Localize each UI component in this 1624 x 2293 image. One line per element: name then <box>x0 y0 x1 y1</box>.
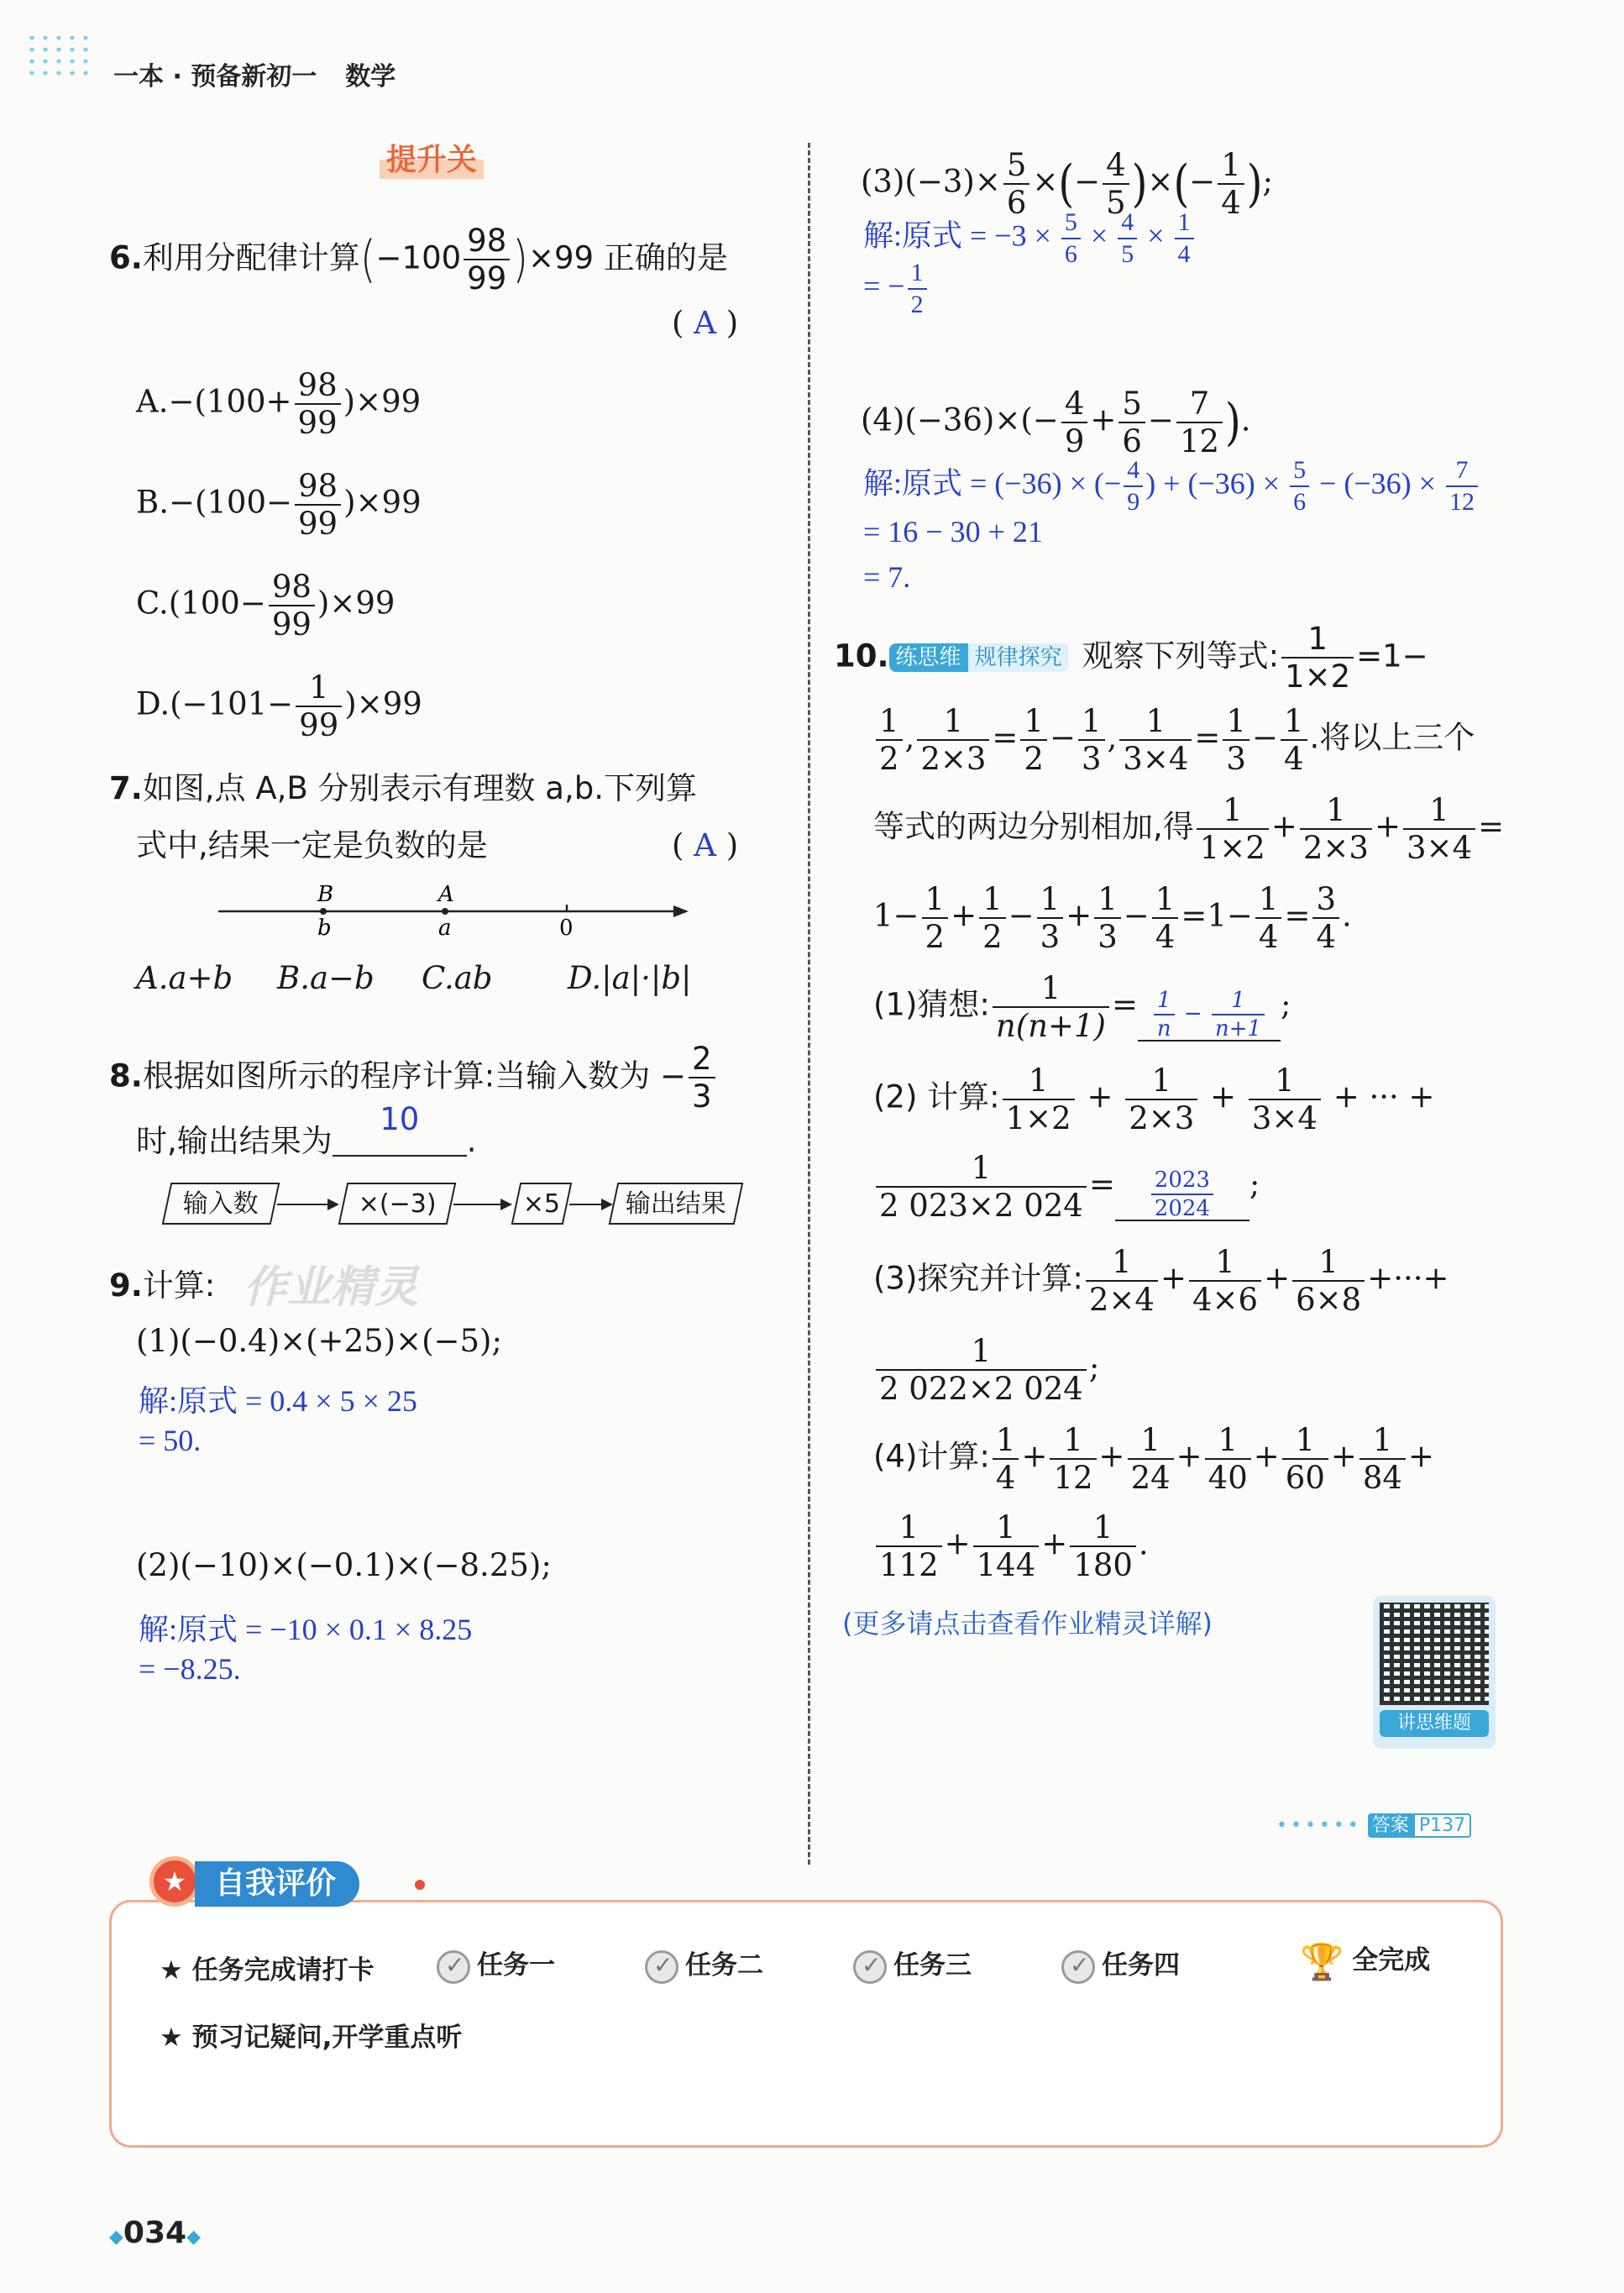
point-a-label: A <box>438 882 454 907</box>
q7-option-b: B.a−b <box>277 960 375 996</box>
question-6: 6.利用分配律计算(−100 $\frac{98}{99}$ )×99 正确的是 <box>109 223 728 296</box>
qr-label: 讲思维题 <box>1380 1710 1489 1737</box>
q9-2-problem: (2)(−10)×(−0.1)×(−8.25); <box>136 1547 552 1583</box>
question-7-line2: 式中,结果一定是负数的是 <box>136 827 488 863</box>
q7-option-d: D.|a|·|b| <box>568 960 692 996</box>
task-2-checkbox[interactable]: ✓ 任务二 <box>645 1944 763 1984</box>
self-eval-title-dot <box>415 1880 425 1890</box>
flow-output: 输出结果 <box>609 1183 744 1225</box>
more-solutions-note[interactable]: (更多请点击查看作业精灵详解) <box>842 1608 1213 1640</box>
q10-part4: (4)计算: $\frac{1}{4}$ + $\frac{1}{12}$ + $\frac{1}{24}$ + $\frac{1}{40}$ + $\frac{1}{60}$ + $\frac{1}{84}$ + <box>873 1422 1434 1496</box>
flow-times-neg3: ×(−3) <box>338 1183 457 1225</box>
q9-3-problem: (3)(−3)× $\frac{5}{6}$ ×(− $\frac{4}{5}$ )×(− $\frac{1}{4}$ ); <box>861 147 1273 221</box>
section-badge: 提升关 <box>380 136 484 179</box>
q9-4-problem: (4)(−36)×(− $\frac{4}{9}$ + $\frac{5}{6}$ − $\frac{7}{12}$ ). <box>861 386 1251 459</box>
q9-3-solution-2: = − $\frac{1}{2}$ <box>863 260 930 317</box>
task-1-checkbox[interactable]: ✓ 任务一 <box>437 1944 555 1984</box>
tag-pattern: 规律探究 <box>968 643 1069 672</box>
q6-option-a: A.−(100+ $\frac{98}{99}$ )×99 <box>136 367 422 441</box>
point-b-label: B <box>317 882 334 907</box>
q9-2-solution-2: = −8.25. <box>139 1652 241 1686</box>
check-icon <box>437 1950 470 1984</box>
check-icon <box>645 1950 678 1984</box>
flow-arrow-1 <box>277 1204 338 1205</box>
point-a-value: a <box>438 916 452 941</box>
qr-pattern-icon <box>1380 1603 1489 1705</box>
point-b-value: b <box>317 916 332 941</box>
q10-part4-line2: $\frac{1}{112}$ + $\frac{1}{144}$ + $\frac{1}{180}$ . <box>873 1512 1149 1581</box>
q9-4-solution-3: = 7. <box>863 560 911 594</box>
header-title: 一本 · 预备新初一 数学 <box>113 62 396 92</box>
q9-1-solution-1: 解:原式 = 0.4 × 5 × 25 <box>139 1384 417 1418</box>
q10-part2: (2) 计算: $\frac{1}{1\times 2}$ + $\frac{1}{2\times 3}$ + $\frac{1}{3\times 4}$ + ··· + <box>873 1063 1435 1136</box>
q6-answer-bracket: ( A ) <box>672 305 739 341</box>
qr-code[interactable] <box>1373 1596 1496 1749</box>
q7-option-a: A.a+b <box>136 960 233 996</box>
q9-3-solution-1: 解:原式 = −3 × $\frac{5}{6}$ × $\frac{4}{5}$ × $\frac{1}{4}$ <box>863 210 1197 267</box>
q9-1-solution-2: = 50. <box>139 1424 202 1457</box>
flow-arrow-2 <box>453 1204 511 1205</box>
task-3-checkbox[interactable]: ✓ 任务三 <box>853 1944 972 1984</box>
q9-4-solution-1: 解:原式 = (−36) × (− $\frac{4}{9}$ ) + (−36) × $\frac{5}{6}$ − (−36) × $\frac{7}{12}$ <box>863 458 1480 515</box>
question-8: 8.根据如图所示的程序计算:当输入数为 − $\frac{2}{3}$ <box>109 1043 718 1112</box>
q6-option-b: B.−(100− $\frac{98}{99}$ )×99 <box>136 468 422 542</box>
self-eval-row2-label: ★ 预习记疑问,开学重点听 <box>160 2023 463 2053</box>
q10-line4: 1− $\frac{1}{2}$ + $\frac{1}{2}$ − $\frac{1}{3}$ + $\frac{1}{3}$ − $\frac{1}{4}$ =1− $\frac{1}{4}$ = $\frac{3}{4}$ . <box>873 881 1352 955</box>
all-complete-checkbox[interactable]: 🏆 全完成 <box>1300 1940 1431 1982</box>
q9-2-solution-1: 解:原式 = −10 × 0.1 × 8.25 <box>139 1613 473 1646</box>
task-4-checkbox[interactable]: ✓ 任务四 <box>1061 1944 1180 1984</box>
q8-answer: 10 <box>380 1101 420 1137</box>
question-8-line2: 时,输出结果为10. <box>136 1101 477 1159</box>
q10-part3: (3)探究并计算: $\frac{1}{2\times 4}$ + $\frac{1}{4\times 6}$ + $\frac{1}{6\times 8}$ +···+ <box>873 1244 1449 1318</box>
q7-option-c: C.ab <box>422 960 493 996</box>
q10-part1: (1)猜想: $\frac{1}{n(n+1)}$ = $\frac{1}{n}$ − $\frac{1}{n+1}$ ; <box>873 970 1291 1044</box>
q10-line3: 等式的两边分别相加,得 $\frac{1}{1\times 2}$ + $\frac{1}{2\times 3}$ + $\frac{1}{3\times 4}$ = <box>873 792 1505 866</box>
header-dots <box>25 32 92 82</box>
question-7: 7.如图,点 A,B 分别表示有理数 a,b.下列算 <box>109 770 697 806</box>
q10-part2-line2: $\frac{1}{2 023\times 2 024}$ = $\frac{2023}{2024}$ ; <box>873 1152 1260 1221</box>
answer-reference: •••••• 答案 P137 <box>1276 1811 1471 1837</box>
q10-part3-line2: $\frac{1}{2 022\times 2 024}$ ; <box>873 1335 1099 1404</box>
self-eval-title: 自我评价 <box>195 1861 359 1907</box>
q6-option-d: D.(−101− $\frac{1}{99}$ )×99 <box>136 669 422 743</box>
check-icon <box>853 1950 887 1984</box>
trophy-icon: 🏆 <box>1300 1940 1344 1982</box>
number-line <box>210 878 697 945</box>
q7-answer-bracket: ( A ) <box>672 827 739 863</box>
watermark: 作业精灵 <box>244 1262 419 1313</box>
q6-answer: A <box>694 305 716 341</box>
flow-arrow-3 <box>569 1204 611 1205</box>
self-eval-row1-label: ★ 任务完成请打卡 <box>160 1955 375 1986</box>
flow-input: 输入数 <box>162 1183 280 1225</box>
tag-think: 练思维 <box>889 643 968 672</box>
q10-line2: $\frac{1}{2}$ , $\frac{1}{2\times 3}$ = $\frac{1}{2}$ − $\frac{1}{3}$ , $\frac{1}{3\times 4}$ = $\frac{1}{3}$ − $\frac{1}{4}$ .将以上三个 <box>873 706 1475 774</box>
page-number: ◆034◆ <box>109 2216 201 2250</box>
q6-option-c: C.(100− $\frac{98}{99}$ )×99 <box>136 569 396 643</box>
q7-answer: A <box>694 827 716 863</box>
flow-times-5: ×5 <box>511 1183 573 1225</box>
q9-1-problem: (1)(−0.4)×(+25)×(−5); <box>136 1323 502 1359</box>
zero-label: 0 <box>559 916 574 941</box>
q8-answer-blank <box>333 1101 467 1157</box>
self-eval-medal-icon: ★ <box>149 1856 200 1907</box>
q9-4-solution-2: = 16 − 30 + 21 <box>863 515 1043 548</box>
question-9: 9.计算: <box>109 1267 216 1304</box>
column-divider <box>808 143 810 1865</box>
check-icon <box>1061 1950 1095 1984</box>
question-10: 10. 练思维 规律探究 观察下列等式: $\frac{1}{1\times 2}$ =1− <box>834 621 1428 695</box>
